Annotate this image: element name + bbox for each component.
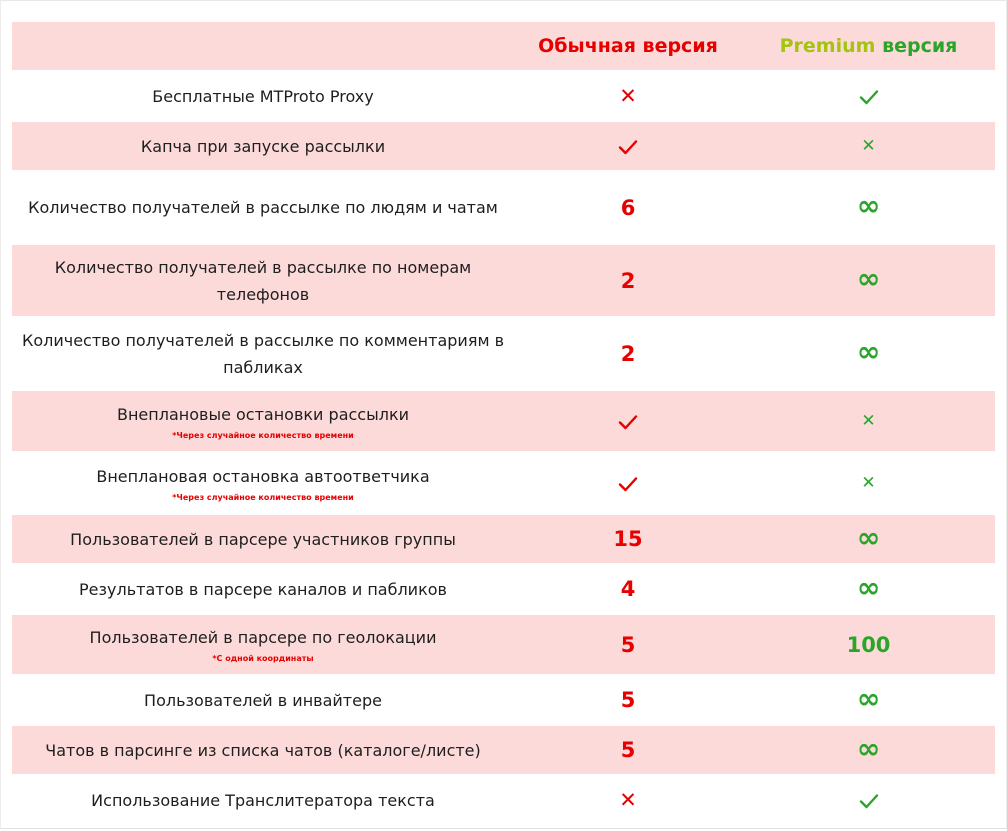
feature-label: Капча при запуске рассылки <box>140 136 386 156</box>
feature-label: Количество получателей в рассылке по комментариям в пабликах <box>21 330 505 377</box>
feature-cell <box>12 245 514 316</box>
feature-label: Использование Транслитератора текста <box>91 790 435 810</box>
premium-value-cell <box>742 122 995 170</box>
header-feature-cell <box>12 22 514 70</box>
cross-icon: ✕ <box>861 136 876 156</box>
cross-icon: ✕ <box>619 788 637 812</box>
table-row <box>12 726 995 774</box>
check-icon <box>859 793 879 809</box>
feature-label: Результатов в парсере каналов и пабликов <box>79 579 447 599</box>
feature-note: *Через случайное количество времени <box>172 430 354 440</box>
check-icon <box>618 476 638 492</box>
limit-value: 5 <box>620 632 636 657</box>
limit-value: 4 <box>620 577 636 601</box>
regular-value-cell <box>514 72 742 120</box>
regular-value-cell <box>514 453 742 513</box>
regular-value-cell <box>514 615 742 674</box>
premium-value-cell <box>742 72 995 120</box>
infinity-icon: ∞ <box>856 520 881 554</box>
limit-value: 2 <box>620 268 636 293</box>
regular-value-cell <box>514 726 742 774</box>
table-row <box>12 515 995 563</box>
regular-value-cell <box>514 776 742 824</box>
feature-cell <box>12 615 514 674</box>
check-icon <box>859 89 879 105</box>
cross-icon: ✕ <box>861 411 876 431</box>
feature-cell <box>12 122 514 170</box>
table-row <box>12 172 995 243</box>
check-icon <box>618 414 638 430</box>
feature-cell <box>12 172 514 243</box>
feature-cell <box>12 726 514 774</box>
regular-value-cell <box>514 565 742 613</box>
premium-value-cell <box>742 726 995 774</box>
feature-label: Пользователей в инвайтере <box>144 690 382 710</box>
cross-icon: ✕ <box>861 473 876 493</box>
infinity-icon: ∞ <box>856 570 881 604</box>
table-row <box>12 565 995 613</box>
premium-value-cell <box>742 776 995 824</box>
feature-label: Внеплановые остановки рассылки <box>116 404 410 424</box>
limit-value: 15 <box>613 527 643 551</box>
feature-cell <box>12 318 514 389</box>
premium-value-cell <box>742 391 995 451</box>
comparison-table <box>12 22 995 824</box>
limit-value: 5 <box>620 738 636 762</box>
infinity-icon: ∞ <box>856 681 881 715</box>
infinity-icon: ∞ <box>856 731 881 765</box>
table-row <box>12 676 995 724</box>
feature-note: *Через случайное количество времени <box>172 492 354 502</box>
limit-value: 5 <box>620 688 636 712</box>
limit-value: 6 <box>620 195 636 220</box>
premium-value-cell <box>742 172 995 243</box>
regular-value-cell <box>514 172 742 243</box>
table-row <box>12 776 995 824</box>
feature-label: Бесплатные MTProto Proxy <box>152 86 374 106</box>
table-row <box>12 318 995 389</box>
table-row <box>12 122 995 170</box>
header-premium-rest: версия <box>875 35 958 57</box>
feature-cell <box>12 676 514 724</box>
regular-value-cell <box>514 318 742 389</box>
feature-label: Пользователей в парсере по геолокации <box>89 628 437 647</box>
premium-value-cell <box>742 676 995 724</box>
regular-value-cell <box>514 391 742 451</box>
table-row <box>12 245 995 316</box>
table-row <box>12 391 995 451</box>
table-row <box>12 615 995 674</box>
cross-icon: ✕ <box>619 84 637 108</box>
feature-note: *С одной координаты <box>212 654 314 663</box>
feature-label: Чатов в парсинге из списка чатов (каталоге/листе) <box>45 740 481 760</box>
table-header-row <box>12 22 995 70</box>
regular-value-cell <box>514 676 742 724</box>
feature-label: Пользователей в парсере участников группы <box>70 529 456 549</box>
header-premium-word: Premium <box>779 35 876 57</box>
feature-cell <box>12 776 514 824</box>
infinity-icon: ∞ <box>856 262 881 295</box>
feature-label: Количество получателей в рассылке по номерам телефонов <box>54 257 472 304</box>
table-row <box>12 453 995 513</box>
limit-value: 2 <box>620 341 636 366</box>
table-row <box>12 72 995 120</box>
feature-cell <box>12 453 514 513</box>
feature-label: Внеплановая остановка автоответчика <box>96 466 430 486</box>
premium-value-cell <box>742 515 995 563</box>
infinity-icon: ∞ <box>856 335 881 368</box>
premium-value-cell <box>742 453 995 513</box>
header-premium-version <box>742 22 995 70</box>
infinity-icon: ∞ <box>856 189 881 222</box>
regular-value-cell <box>514 122 742 170</box>
feature-cell <box>12 515 514 563</box>
check-icon <box>618 139 638 155</box>
premium-value-cell <box>742 318 995 389</box>
feature-cell <box>12 565 514 613</box>
limit-value: 100 <box>846 632 891 657</box>
premium-value-cell <box>742 615 995 674</box>
feature-label: Количество получателей в рассылке по людям и чатам <box>28 198 498 217</box>
feature-cell <box>12 72 514 120</box>
regular-value-cell <box>514 515 742 563</box>
feature-cell <box>12 391 514 451</box>
premium-value-cell <box>742 565 995 613</box>
regular-value-cell <box>514 245 742 316</box>
premium-value-cell <box>742 245 995 316</box>
header-regular-version: Обычная версия <box>538 35 718 57</box>
